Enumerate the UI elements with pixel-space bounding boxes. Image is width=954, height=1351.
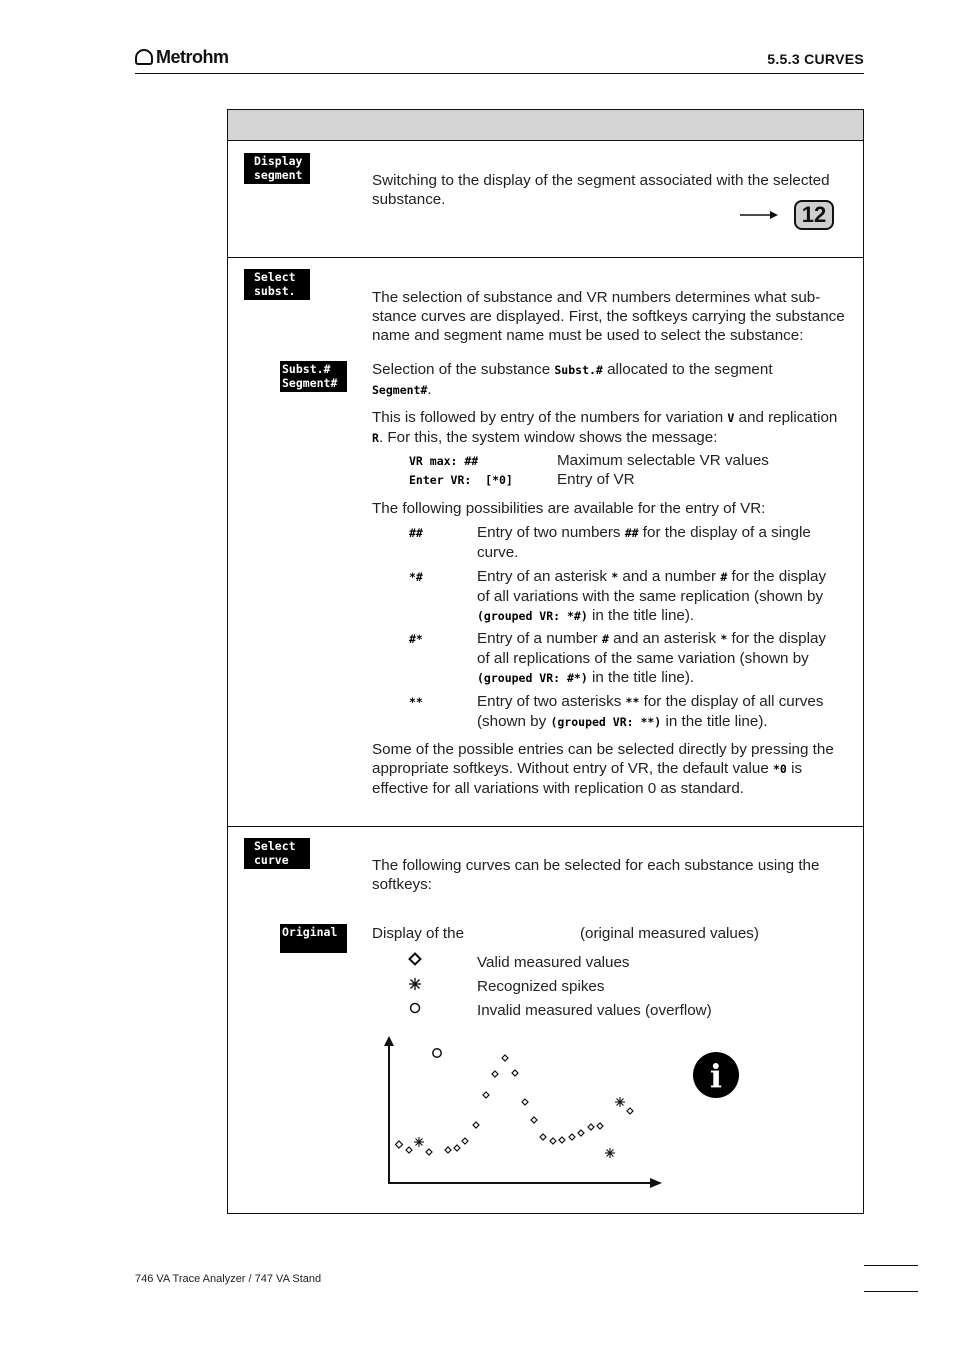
valid-point [406, 1147, 412, 1153]
select-curve-softkey[interactable]: Select curve [244, 838, 310, 869]
diamond-icon [408, 952, 422, 966]
possibility-text: Entry of two numbers ## for the display of a single curve. [477, 524, 811, 561]
original-values-text: (original measured values) [580, 925, 759, 942]
svg-text:i: i [709, 1057, 723, 1095]
message-code: VR max: ## [409, 454, 479, 468]
footer-rule [864, 1265, 918, 1266]
chapter-reference-badge: 12 [794, 200, 834, 230]
possibility-code: #* [409, 632, 423, 646]
original-curve-illustration [380, 1034, 670, 1194]
info-icon [692, 1051, 740, 1099]
metrohm-logo: Metrohm [135, 47, 229, 68]
valid-point [396, 1141, 403, 1148]
legend-label: Valid measured values [477, 954, 630, 971]
valid-point [531, 1117, 537, 1123]
message-code: Enter VR: [*0] [409, 473, 513, 487]
vr-entry-text: This is followed by entry of the numbers for variation V and replication R. For this, the system window shows the message: [372, 409, 838, 446]
footer-product-name: 746 VA Trace Analyzer / 747 VA Stand [135, 1273, 322, 1285]
valid-point [597, 1123, 603, 1129]
valid-point [426, 1149, 432, 1155]
section-divider [228, 257, 863, 258]
possibility-code: ## [409, 526, 423, 540]
valid-point [502, 1055, 508, 1061]
header-rule [135, 73, 864, 74]
valid-point [445, 1147, 451, 1153]
possibility-text: Entry of two asterisks ** for the display of all curves (shown by (grouped VR: **) in the title line). [477, 693, 824, 730]
valid-point [627, 1108, 633, 1114]
valid-point [588, 1124, 594, 1130]
valid-point [569, 1134, 575, 1140]
section-title: 5.5.3 CURVES [767, 51, 864, 67]
message-desc: Maximum selectable VR values [557, 452, 769, 469]
possibility-text: Entry of a number # and an asterisk * for the display of all replications of the same variation (shown by (grouped VR: #*) in the title line). [477, 630, 827, 686]
valid-point [454, 1145, 460, 1151]
select-curve-intro: The following curves can be selected for each substance using the softkeys: [372, 857, 820, 893]
metrohm-logo-icon [135, 49, 153, 65]
display-segment-softkey[interactable]: Display segment [244, 153, 310, 184]
overflow-point [433, 1049, 441, 1057]
subst-segment-softkey[interactable]: Subst.# Segment# [280, 361, 347, 392]
original-softkey[interactable]: Original [280, 924, 347, 953]
valid-point [550, 1138, 556, 1144]
valid-point [540, 1134, 546, 1140]
possibilities-intro: The following possibilities are available for the entry of VR: [372, 500, 766, 517]
table-header-bar [228, 110, 863, 141]
message-desc: Entry of VR [557, 471, 635, 488]
valid-point [578, 1130, 584, 1136]
valid-point [462, 1138, 468, 1144]
legend-label: Recognized spikes [477, 978, 605, 995]
valid-point [512, 1070, 518, 1076]
softkey-outro-text: Some of the possible entries can be selected directly by pressing the appropriate softkeys. Without entry of VR, the default value *0 is effective for all variations with replication 0 as standard. [372, 741, 834, 797]
valid-point [483, 1092, 489, 1098]
section-divider [228, 826, 863, 827]
valid-point [473, 1122, 479, 1128]
footer-rule [864, 1291, 918, 1292]
legend-label: Invalid measured values (overflow) [477, 1002, 712, 1019]
display-segment-text: Switching to the display of the segment associated with the selected substance. [372, 172, 830, 208]
possibility-code: ** [409, 695, 423, 709]
subst-selection-text: Selection of the substance Subst.# allocated to the segment Segment#. [372, 361, 773, 398]
select-subst-intro: The selection of substance and VR numbers determines what sub-stance curves are displayed. First, the softkeys carrying the substance name and segment name must be used to select the substance: [372, 289, 845, 344]
arrow-right-icon [740, 201, 780, 231]
display-of-text: Display of the [372, 925, 465, 942]
possibility-code: *# [409, 570, 423, 584]
valid-point [492, 1071, 498, 1077]
valid-point [559, 1137, 565, 1143]
valid-point [522, 1099, 528, 1105]
possibility-text: Entry of an asterisk * and a number # for the display of all variations with the same replication (shown by (grouped VR: *#) in the title line). [477, 568, 827, 624]
spike-icon [408, 977, 422, 991]
select-subst-softkey[interactable]: Select subst. [244, 269, 310, 300]
circle-icon [408, 1001, 422, 1015]
